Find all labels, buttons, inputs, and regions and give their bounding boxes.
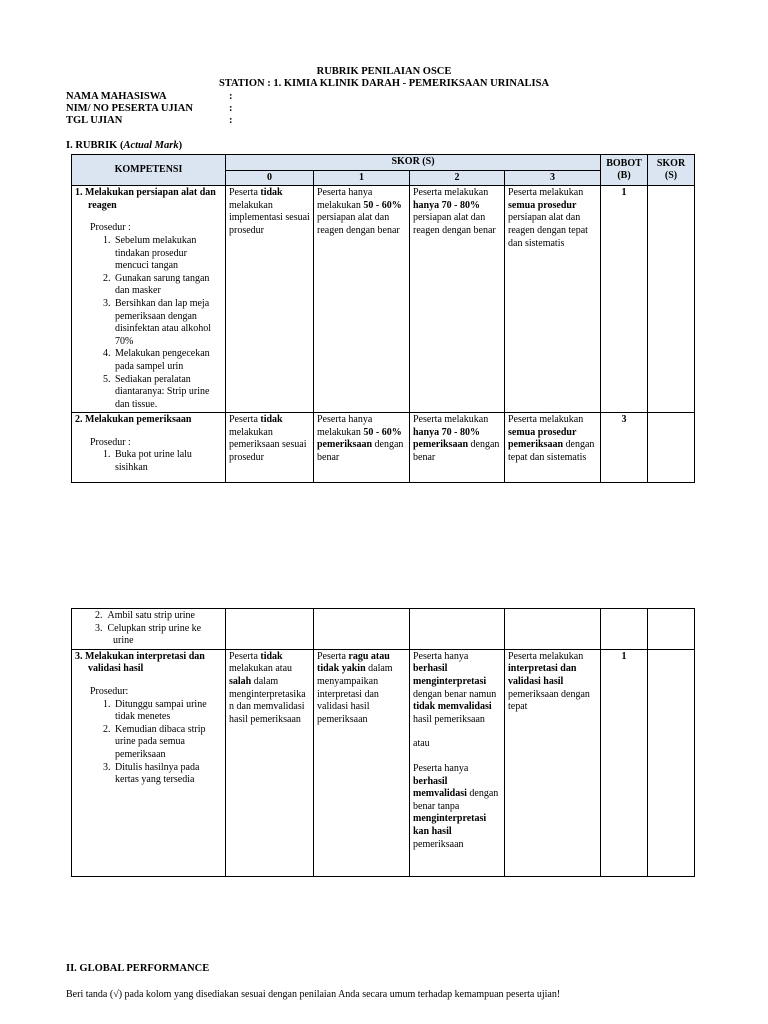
- kompetensi-1-title: 1. Melakukan persiapan alat dan reagen: [75, 187, 216, 211]
- station-title: STATION : 1. KIMIA KLINIK DARAH - PEMERIKSAAN URINALISA: [218, 78, 550, 89]
- row1-score-0: Peserta tidak melakukan implementasi sesuai prosedur: [226, 186, 314, 413]
- row2-score-1: Peserta hanya melakukan 50 - 60% pemeriksaan dengan benar: [314, 413, 410, 483]
- header-score-0: 0: [226, 170, 314, 186]
- row1-score-3: Peserta melakukan semua prosedur persiapan alat dan reagen dengan tepat dan sistematis: [505, 186, 601, 413]
- list-item: 1. Ditunggu sampai urine tidak menetes: [113, 699, 222, 724]
- kompetensi-2-steps: [75, 449, 222, 474]
- row2-score-0: Peserta tidak melakukan pemeriksaan sesuai prosedur: [226, 413, 314, 483]
- section1-heading: I. RUBRIK (Actual Mark): [66, 140, 183, 151]
- header-score-2: 2: [410, 170, 505, 186]
- list-item: 2. Kemudian dibaca strip urine pada semua pemeriksaan: [113, 724, 222, 762]
- document-title: RUBRIK PENILAIAN OSCE: [316, 66, 452, 77]
- row2-score-3: Peserta melakukan semua prosedur pemeriksaan dengan tepat dan sistematis: [505, 413, 601, 483]
- kompetensi-3: [72, 649, 226, 876]
- header-bobot: BOBOT (B): [601, 155, 648, 186]
- section2-heading: II. GLOBAL PERFORMANCE: [66, 963, 210, 974]
- header-score-1: 1: [314, 170, 410, 186]
- row3-score-0: Peserta tidak melakukan atau salah dalam menginterpretasikan dan memvalidasi hasil pemeriksaan: [226, 649, 314, 876]
- kompetensi-1: [72, 186, 226, 413]
- row2-bobot: 3: [601, 413, 648, 483]
- kompetensi-3-title: 3. Melakukan interpretasi dan validasi hasil: [75, 650, 205, 675]
- row3-score-2: Peserta hanya berhasil menginterpretasi dengan benar namun tidak memvalidasi hasil pemeriksaan atau Peserta hanya berhasil memvalidasi dengan benar tanpa menginterpretasi kan hasil pemeriksaan: [410, 649, 505, 876]
- field-label-nim: NIM/ NO PESERTA UJIAN: [66, 103, 193, 114]
- kompetensi-1-prosedur: Prosedur :: [90, 222, 131, 234]
- field-sep-nim: :: [229, 103, 233, 114]
- kompetensi-2-prosedur: Prosedur :: [90, 436, 131, 448]
- kompetensi-2-title: 2. Melakukan pemeriksaan: [75, 414, 192, 426]
- list-item: 2. Ambil satu strip urine: [95, 610, 195, 621]
- header-kompetensi: KOMPETENSI: [72, 155, 226, 186]
- row3-score-3: Peserta melakukan interpretasi dan validasi hasil pemeriksaan dengan tepat: [505, 649, 601, 876]
- section2-instruction: Beri tanda (√) pada kolom yang disediakan sesuai dengan penilaian Anda secara umum terhadap kemampuan peserta ujian!: [66, 989, 561, 1000]
- row3-score-1: Peserta ragu atau tidak yakin dalam menyampaikan interpretasi dan validasi hasil pemeriksaan: [314, 649, 410, 876]
- row3-skor-input[interactable]: [648, 649, 695, 876]
- list-item: 3. Celupkan strip urine ke urine: [95, 622, 202, 647]
- list-item: 1. Buka pot urine lalu sisihkan: [113, 449, 222, 474]
- kompetensi-2-continued: [72, 609, 226, 650]
- list-item: 5. Sediakan peralatan diantaranya: Strip urine dan tissue.: [113, 374, 222, 412]
- list-item: 1. Sebelum melakukan tindakan prosedur mencuci tangan: [113, 235, 222, 273]
- kompetensi-1-steps: [75, 235, 222, 411]
- row3-bobot: 1: [601, 649, 648, 876]
- field-sep-tgl: :: [229, 115, 233, 126]
- rubric-table-part1: [71, 154, 695, 483]
- row1-bobot: 1: [601, 186, 648, 413]
- row1-skor-input[interactable]: [648, 186, 695, 413]
- header-score-3: 3: [505, 170, 601, 186]
- kompetensi-3-prosedur: Prosedur:: [90, 685, 129, 697]
- kompetensi-3-steps: [75, 699, 222, 787]
- header-skor-s: SKOR (S): [648, 155, 695, 186]
- field-label-nama: NAMA MAHASISWA: [66, 91, 167, 102]
- list-item: 4. Melakukan pengecekan pada sampel urin: [113, 348, 222, 373]
- kompetensi-2: [72, 413, 226, 483]
- row1-score-2: Peserta melakukan hanya 70 - 80% persiapan alat dan reagen dengan benar: [410, 186, 505, 413]
- header-skor: SKOR (S): [226, 155, 601, 171]
- row2-score-2: Peserta melakukan hanya 70 - 80% pemeriksaan dengan benar: [410, 413, 505, 483]
- list-item: 2. Gunakan sarung tangan dan masker: [113, 273, 222, 298]
- row2-skor-input[interactable]: [648, 413, 695, 483]
- list-item: 3. Bersihkan dan lap meja pemeriksaan dengan disinfektan atau alkohol 70%: [113, 298, 222, 348]
- rubric-table-part2: [71, 608, 695, 877]
- field-sep-nama: :: [229, 91, 233, 102]
- field-label-tgl: TGL UJIAN: [66, 115, 123, 126]
- list-item: 3. Ditulis hasilnya pada kertas yang tersedia: [113, 762, 222, 787]
- row1-score-1: Peserta hanya melakukan 50 - 60% persiapan alat dan reagen dengan benar: [314, 186, 410, 413]
